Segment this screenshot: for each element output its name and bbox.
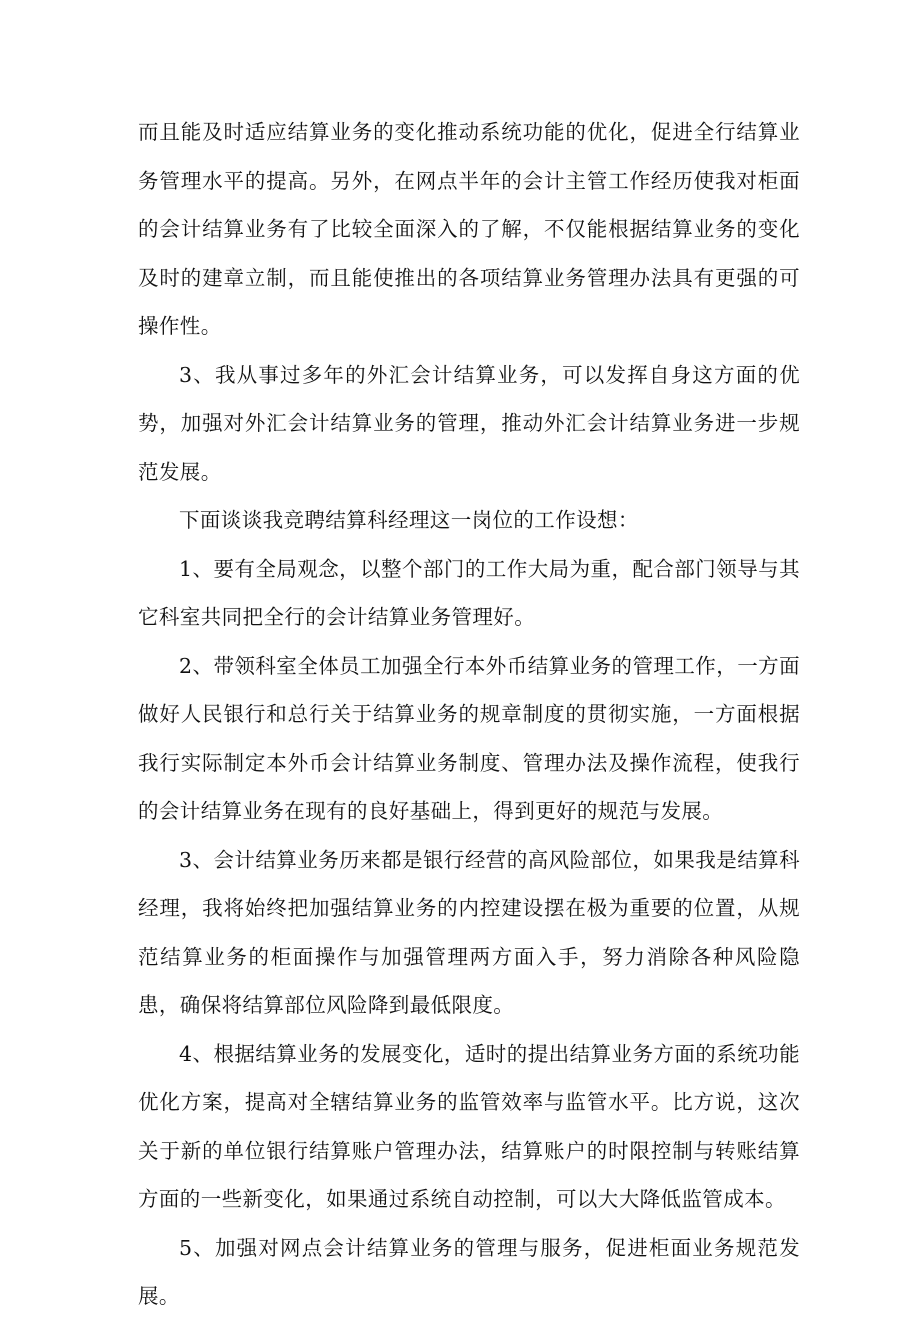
paragraph-continuation: 而且能及时适应结算业务的变化推动系统功能的优化，促进全行结算业务管理水平的提高。另外，在网点半年的会计主管工作经历使我对柜面的会计结算业务有了比较全面深入的了解，不仅能根据结算业务的变化及时的建章立制，而且能使推出的各项结算业务管理办法具有更强的可操作性。 (138, 120, 800, 338)
paragraph-work-plan-intro: 下面谈谈我竞聘结算科经理这一岗位的工作设想： (179, 508, 639, 532)
paragraph-plan-1: 1、要有全局观念，以整个部门的工作大局为重，配合部门领导与其它科室共同把全行的会计结算业务管理好。 (138, 556, 800, 629)
paragraph-plan-5: 5、加强对网点会计结算业务的管理与服务，促进柜面业务规范发展。 (138, 1235, 800, 1308)
paragraph-point-3-foreign-exchange: 3、我从事过多年的外汇会计结算业务，可以发挥自身这方面的优势，加强对外汇会计结算业务的管理，推动外汇会计结算业务进一步规范发展。 (138, 362, 800, 484)
paragraph-plan-2: 2、带领科室全体员工加强全行本外币结算业务的管理工作，一方面做好人民银行和总行关于结算业务的规章制度的贯彻实施，一方面根据我行实际制定本外币会计结算业务制度、管理办法及操作流程，使我行的会计结算业务在现有的良好基础上，得到更好的规范与发展。 (138, 653, 800, 823)
paragraph-plan-4: 4、根据结算业务的发展变化，适时的提出结算业务方面的系统功能优化方案，提高对全辖结算业务的监管效率与监管水平。比方说，这次关于新的单位银行结算账户管理办法，结算账户的时限控制与转账结算方面的一些新变化，如果通过系统自动控制，可以大大降低监管成本。 (138, 1041, 800, 1211)
document-body (138, 108, 800, 1321)
paragraph-plan-3: 3、会计结算业务历来都是银行经营的高风险部位，如果我是结算科经理，我将始终把加强结算业务的内控建设摆在极为重要的位置，从规范结算业务的柜面操作与加强管理两方面入手，努力消除各种风险隐患，确保将结算部位风险降到最低限度。 (138, 847, 800, 1017)
